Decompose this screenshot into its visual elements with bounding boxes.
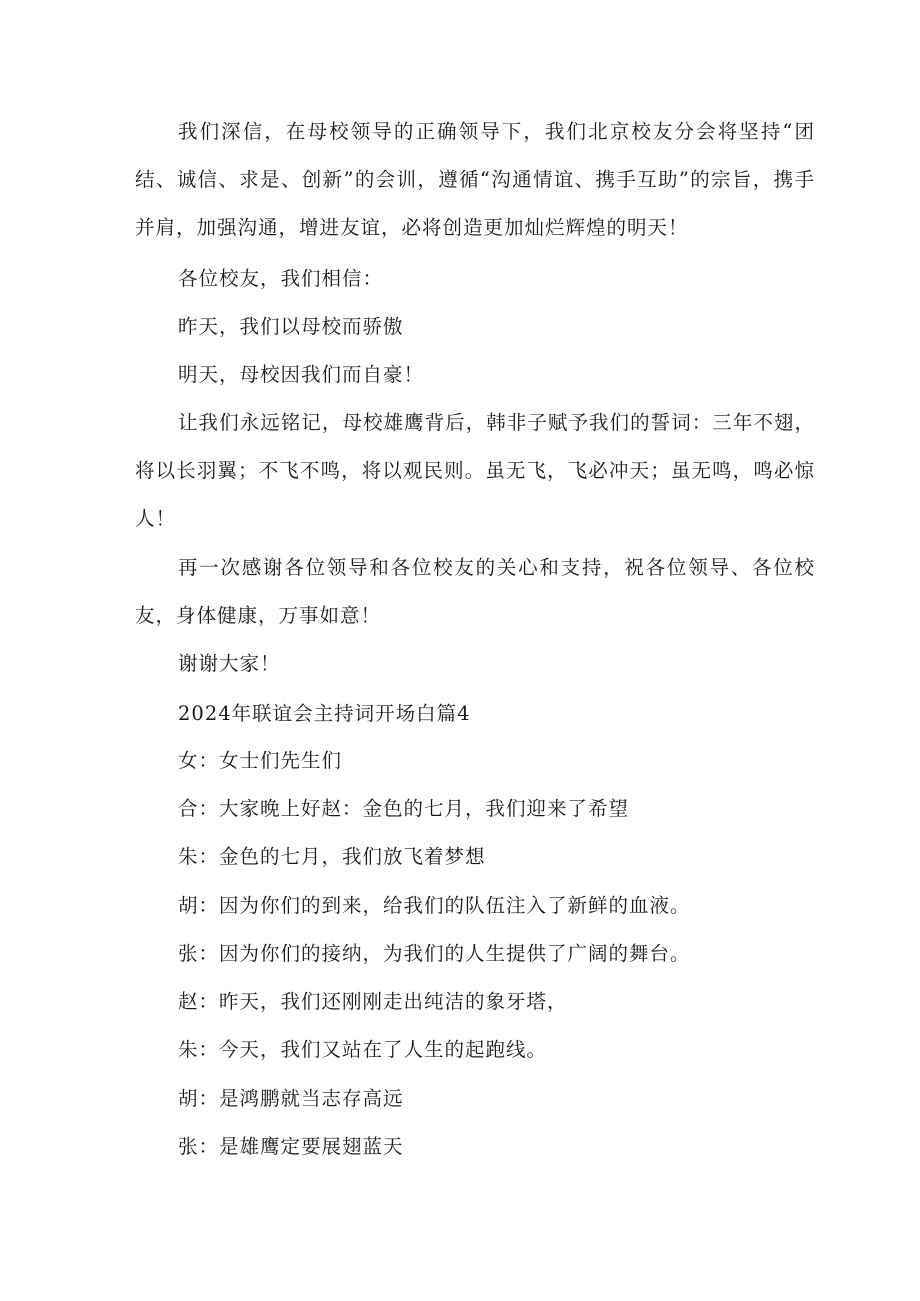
paragraph-we-believe: 各位校友，我们相信： xyxy=(178,267,384,290)
section-heading: 2024年联谊会主持词开场白篇4 xyxy=(178,702,471,725)
script-line: 朱：今天，我们又站在了人生的起跑线。 xyxy=(178,1038,548,1061)
script-line: 合：大家晚上好赵：金色的七月，我们迎来了希望 xyxy=(178,797,630,820)
paragraph-alumni-belief: 我们深信，在母校领导的正确领导下，我们北京校友分会将坚持“团结、诚信、求是、创新”的会训，遵循“沟通情谊、携手互助”的宗旨，携手并肩，加强沟通，增进友谊，必将创造更加灿烂辉煌的明天！ xyxy=(135,120,815,239)
paragraph-thank-you: 谢谢大家！ xyxy=(178,652,281,675)
script-line: 赵：昨天，我们还刚刚走出纯洁的象牙塔， xyxy=(178,990,568,1013)
paragraph-thanks-leaders: 再一次感谢各位领导和各位校友的关心和支持，祝各位领导、各位校友，身体健康，万事如意！ xyxy=(135,556,815,627)
script-line: 朱：金色的七月，我们放飞着梦想 xyxy=(178,845,486,868)
paragraph-tomorrow-proud: 明天，母校因我们而自豪！ xyxy=(178,363,425,386)
script-line: 张：因为你们的接纳，为我们的人生提供了广阔的舞台。 xyxy=(178,942,691,965)
paragraph-oath: 让我们永远铭记，母校雄鹰背后，韩非子赋予我们的誓词：三年不翅，将以长羽翼；不飞不鸣，将以观民则。虽无飞，飞必冲天；虽无鸣，鸣必惊人！ xyxy=(135,411,815,530)
script-line: 胡：因为你们的到来，给我们的队伍注入了新鲜的血液。 xyxy=(178,894,691,917)
paragraph-yesterday-proud: 昨天，我们以母校而骄傲 xyxy=(178,315,404,338)
script-line: 女：女士们先生们 xyxy=(178,749,343,772)
script-line: 张：是雄鹰定要展翅蓝天 xyxy=(178,1135,404,1158)
script-line: 胡：是鸿鹏就当志存高远 xyxy=(178,1087,404,1110)
